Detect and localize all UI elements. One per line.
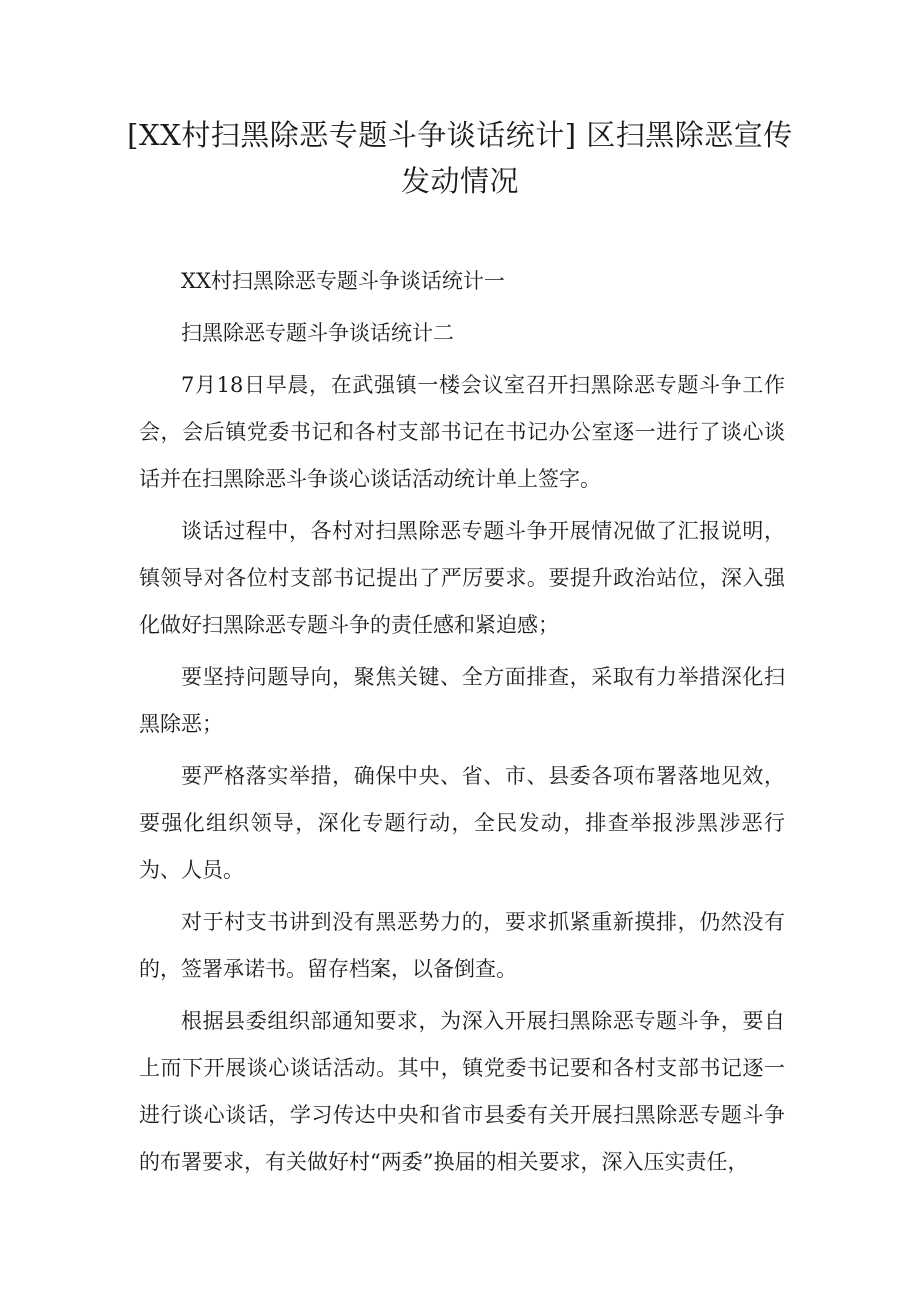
paragraph: 谈话过程中，各村对扫黑除恶专题斗争开展情况做了汇报说明，镇领导对各位村支部书记提出了严厉要求。要提升政治站位，深入强化做好扫黑除恶专题斗争的责任感和紧迫感； [139,519,785,637]
paragraph: 要坚持问题导向，聚焦关键、全方面排查，采取有力举措深化扫黑除恶； [139,665,785,736]
paragraph: 7月18日早晨，在武强镇一楼会议室召开扫黑除恶专题斗争工作会，会后镇党委书记和各村支部书记在书记办公室逐一进行了谈心谈话并在扫黑除恶斗争谈心谈话活动统计单上签字。 [139,373,785,491]
document-body [139,258,785,1191]
paragraph: 根据县委组织部通知要求，为深入开展扫黑除恶专题斗争，要自上而下开展谈心谈话活动。其中，镇党委书记要和各村支部书记逐一进行谈心谈话，学习传达中央和省市县委有关开展扫黑除恶专题斗争的布署要求，有关做好村“两委”换届的相关要求，深入压实责任， [139,1009,785,1174]
title-line-1: [XX村扫黑除恶专题斗争谈话统计] 区扫黑除恶宣传 [127,118,793,152]
paragraph: 对于村支书讲到没有黑恶势力的，要求抓紧重新摸排，仍然没有的，签署承诺书。留存档案，以备倒查。 [139,910,785,981]
paragraph: XX村扫黑除恶专题斗争谈话统计一 [181,269,505,293]
document-title [100,112,820,204]
paragraph: 扫黑除恶专题斗争谈话统计二 [181,321,454,345]
title-line-2: 发动情况 [400,164,519,198]
paragraph: 要严格落实举措，确保中央、省、市、县委各项布署落地见效，要强化组织领导，深化专题行动，全民发动，排查举报涉黑涉恶行为、人员。 [139,764,785,882]
